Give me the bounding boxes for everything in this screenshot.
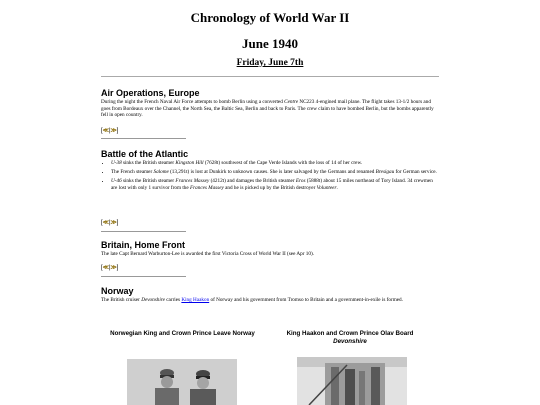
next-arrow-icon[interactable]: ≫: [110, 128, 117, 134]
nav-arrows: [≪|≫]: [101, 128, 119, 134]
photo-king-and-prince: [127, 359, 237, 405]
divider: [101, 76, 439, 77]
section-text: The British cruiser Devonshire carries King Haakon of Norway and his government from Tromso to Britain and a government-in-exile is formed.: [101, 297, 403, 303]
divider: [101, 138, 186, 139]
section-norway: [101, 286, 439, 304]
photo-boarding-devonshire: [297, 357, 407, 405]
month-heading: June 1940: [242, 36, 298, 51]
photo-image: [127, 359, 237, 405]
caption-right: King Haakon and Crown Prince Olav Board Devonshire: [286, 330, 414, 345]
nav-arrows: [≪|≫]: [101, 265, 119, 271]
list-item: • U-38 sinks the British steamer Kingston Hill (7628t) southwest of the Cape Verde Islands with the loss of 14 of her crew.: [111, 160, 439, 167]
caption-left: Norwegian King and Crown Prince Leave Norway: [110, 330, 255, 337]
section-text: The late Capt Bernard Warburton-Lee is awarded the first Victoria Cross of World War II (see Apr 10).: [101, 251, 314, 257]
date-heading: Friday, June 7th: [236, 58, 304, 68]
section-britain-home-front: [101, 240, 439, 258]
divider: [101, 276, 186, 277]
prev-arrow-icon[interactable]: ≪: [102, 220, 109, 226]
list-item: • U-46 sinks the British steamer Frances Massey (4212t) and damages the British steamer Eros (5888t) about 15 miles northeast of Tory Island. 34 crewmen are lost with only 1 survivor from the Frances Massey and he is picked up by the British destroyer Volunteer.: [111, 178, 439, 191]
section-atlantic: [101, 149, 439, 194]
next-arrow-icon[interactable]: ≫: [110, 220, 117, 226]
divider: [101, 231, 186, 232]
section-air-operations: [101, 88, 439, 119]
section-text: During the night the French Naval Air Force attempts to bomb Berlin using a converted Centre NC223 4-engined mail plane. The flight takes 13-1/2 hours and goes from Bordeaux over the Channel, the North Sea, the Baltic Sea, Berlin and back to Paris. The crew claim to have bombed Berlin, but the bombs apparently fell in open country.: [101, 99, 434, 119]
section-title: Britain, Home Front: [101, 240, 186, 250]
next-arrow-icon[interactable]: ≫: [110, 265, 117, 271]
page-title: Chronology of World War II: [190, 10, 350, 25]
section-title: Norway: [101, 286, 134, 296]
list-item: • The French steamer Salome (13,291t) is lost at Dunkirk to unknown causes. She is later salvaged by the Germans and renamed Bresigau for German service.: [111, 169, 439, 176]
section-title: Battle of the Atlantic: [101, 149, 189, 159]
prev-arrow-icon[interactable]: ≪: [102, 128, 109, 134]
section-title: Air Operations, Europe: [101, 88, 200, 98]
nav-arrows: [≪|≫]: [101, 220, 119, 226]
event-list: [101, 160, 439, 191]
prev-arrow-icon[interactable]: ≪: [102, 265, 109, 271]
king-haakon-link[interactable]: King Haakon: [181, 297, 210, 303]
photo-image: [297, 357, 407, 405]
